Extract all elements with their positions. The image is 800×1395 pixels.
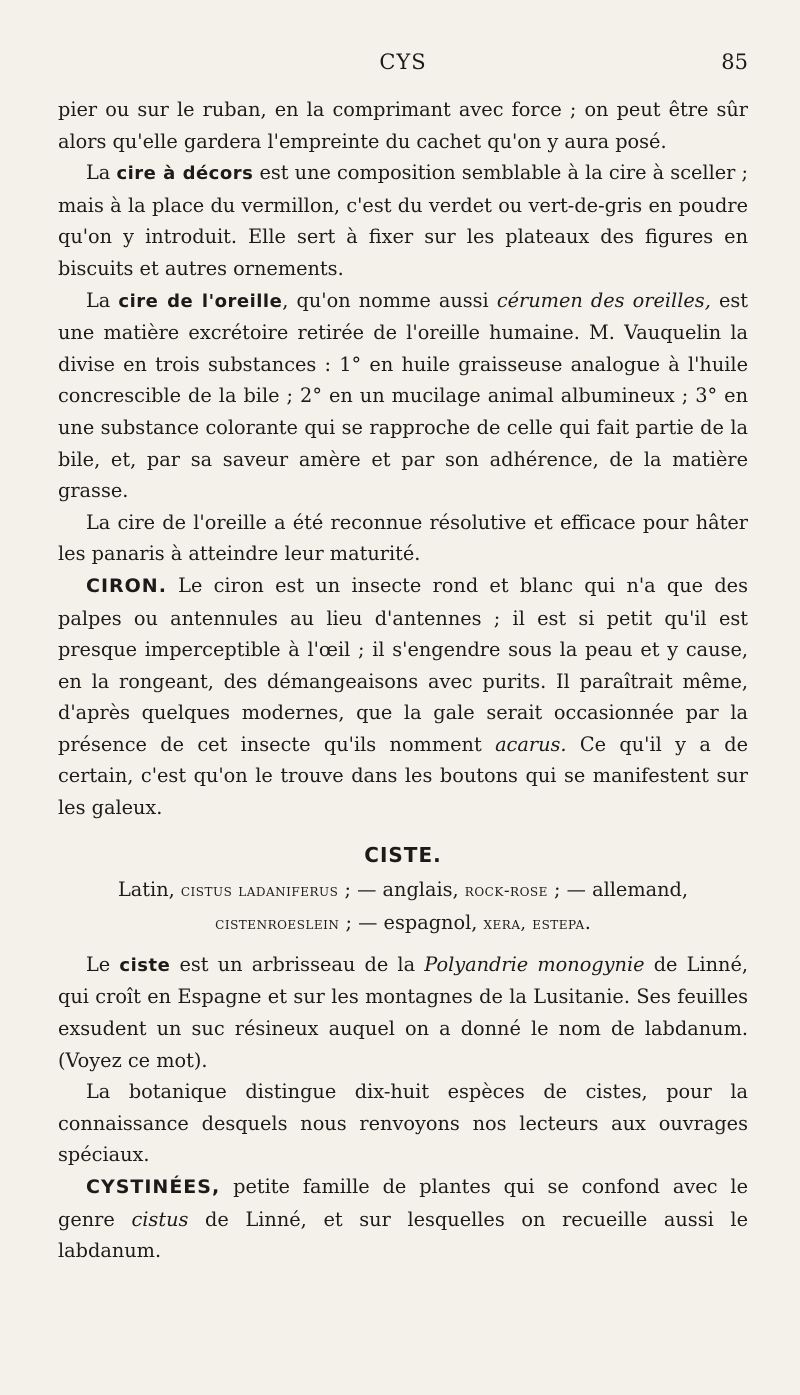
italic-acarus: acarus.: [495, 732, 567, 756]
term-ciste: ciste: [119, 954, 171, 976]
paragraph-text: Ce qu'il y a de certain, c'est qu'on le trouve dans les boutons qui se manifestent sur les galeux.: [58, 732, 748, 820]
paragraph-continuation: [58, 94, 748, 157]
paragraph-cire-de-oreille: [58, 285, 748, 507]
paragraph-ciron: [58, 570, 748, 824]
paragraph-cire-a-decors: [58, 157, 748, 284]
paragraph-oreille-usage: [58, 507, 748, 570]
term-ciron: CIRON.: [86, 574, 167, 597]
paragraph-lead: La: [86, 161, 117, 185]
paragraph-text: est une composition semblable à la cire à sceller ; mais à la place du vermillon, c'est du verdet ou vert-de-gris en poudre qu'on y introduit. Elle sert à fixer sur les plateaux des figures en biscuits et autres ornements.: [58, 161, 748, 280]
synonym-end: .: [584, 911, 591, 935]
page-number: 85: [721, 50, 748, 74]
term-cire-de-oreille: cire de l'oreille: [118, 290, 283, 312]
paragraph-text: La cire de l'oreille a été reconnue résolutive et efficace pour hâter les panaris à atteindre leur maturité.: [58, 510, 748, 566]
paragraph-text: , qu'on nomme aussi: [282, 288, 497, 312]
synonym-latin: cistus ladaniferus: [180, 880, 339, 901]
paragraph-text: est une matière excrétoire retirée de l'oreille humaine. M. Vauquelin la divise en trois substances : 1° en huile graisseuse analogue à l'huile concrescible de la bile ; 2° en un mucilage animal albumineux ; 3° en une substance colorante qui se rapproche de celle qui fait partie de la bile, et, par sa saveur amère et par son adhérence, de la matière grasse.: [58, 288, 748, 503]
body-text: [58, 94, 748, 824]
paragraph-text: de Linné, et sur lesquelles on recueille aussi le labdanum.: [58, 1207, 748, 1263]
paragraph-text: Le ciron est un insecte rond et blanc qui n'a que des palpes ou antennules au lieu d'antennes ; il est si petit qu'il est presque imperceptible à l'œil ; il s'engendre sous la peau et y cause, en la rongeant, des démangeaisons avec purits. Il paraîtrait même, d'après quelques modernes, que la gale serait occasionnée par la présence de cet insecte qu'ils nomment: [58, 573, 748, 756]
synonym-spanish: xera, estepa: [483, 914, 585, 935]
paragraph-text: de Linné, qui croît en Espagne et sur les montagnes de la Lusitanie. Ses feuilles exsudent un suc résineux auquel on a donné le nom de labdanum. (Voyez ce mot).: [58, 952, 749, 1072]
synonym-label-spanish: ; — espagnol,: [339, 911, 484, 935]
synonym-english: rock-rose: [464, 880, 548, 901]
term-cire-a-decors: cire à décors: [116, 163, 254, 185]
italic-cerumen: cérumen des oreilles,: [496, 288, 711, 312]
italic-cistus: cistus: [131, 1207, 189, 1231]
italic-polyandrie: Polyandrie monogynie: [424, 952, 645, 976]
synonym-label-german: ; — allemand,: [547, 877, 688, 901]
paragraph-text: petite famille de plantes qui se confond avec le genre: [58, 1175, 748, 1231]
synonym-label-latin: Latin,: [117, 877, 181, 901]
synonym-label-english: ; — anglais,: [338, 877, 465, 901]
synonym-german: cistenroeslein: [215, 914, 340, 935]
synonyms-line: [58, 874, 748, 941]
paragraph-ciste: [58, 949, 748, 1076]
paragraph-lead: Le: [86, 952, 120, 976]
page-header: [58, 50, 748, 86]
paragraph-text: La botanique distingue dix-huit espèces de cistes, pour la connaissance desquels nous renvoyons nos lecteurs aux ouvrages spéciaux.: [58, 1080, 748, 1167]
body-text-ciste: [58, 949, 748, 1267]
paragraph-cystinees: [58, 1171, 748, 1267]
paragraph-botanique: [58, 1076, 748, 1171]
paragraph-lead: La: [86, 288, 119, 312]
term-cystinees: CYSTINÉES,: [86, 1176, 221, 1198]
running-head: CYS: [379, 50, 427, 74]
paragraph-text: est un arbrisseau de la: [170, 952, 425, 976]
paragraph-text: pier ou sur le ruban, en la comprimant avec force ; on peut être sûr alors qu'elle gardera l'empreinte du cachet qu'on y aura posé.: [58, 98, 748, 153]
section-title-ciste: CISTE.: [364, 842, 442, 867]
